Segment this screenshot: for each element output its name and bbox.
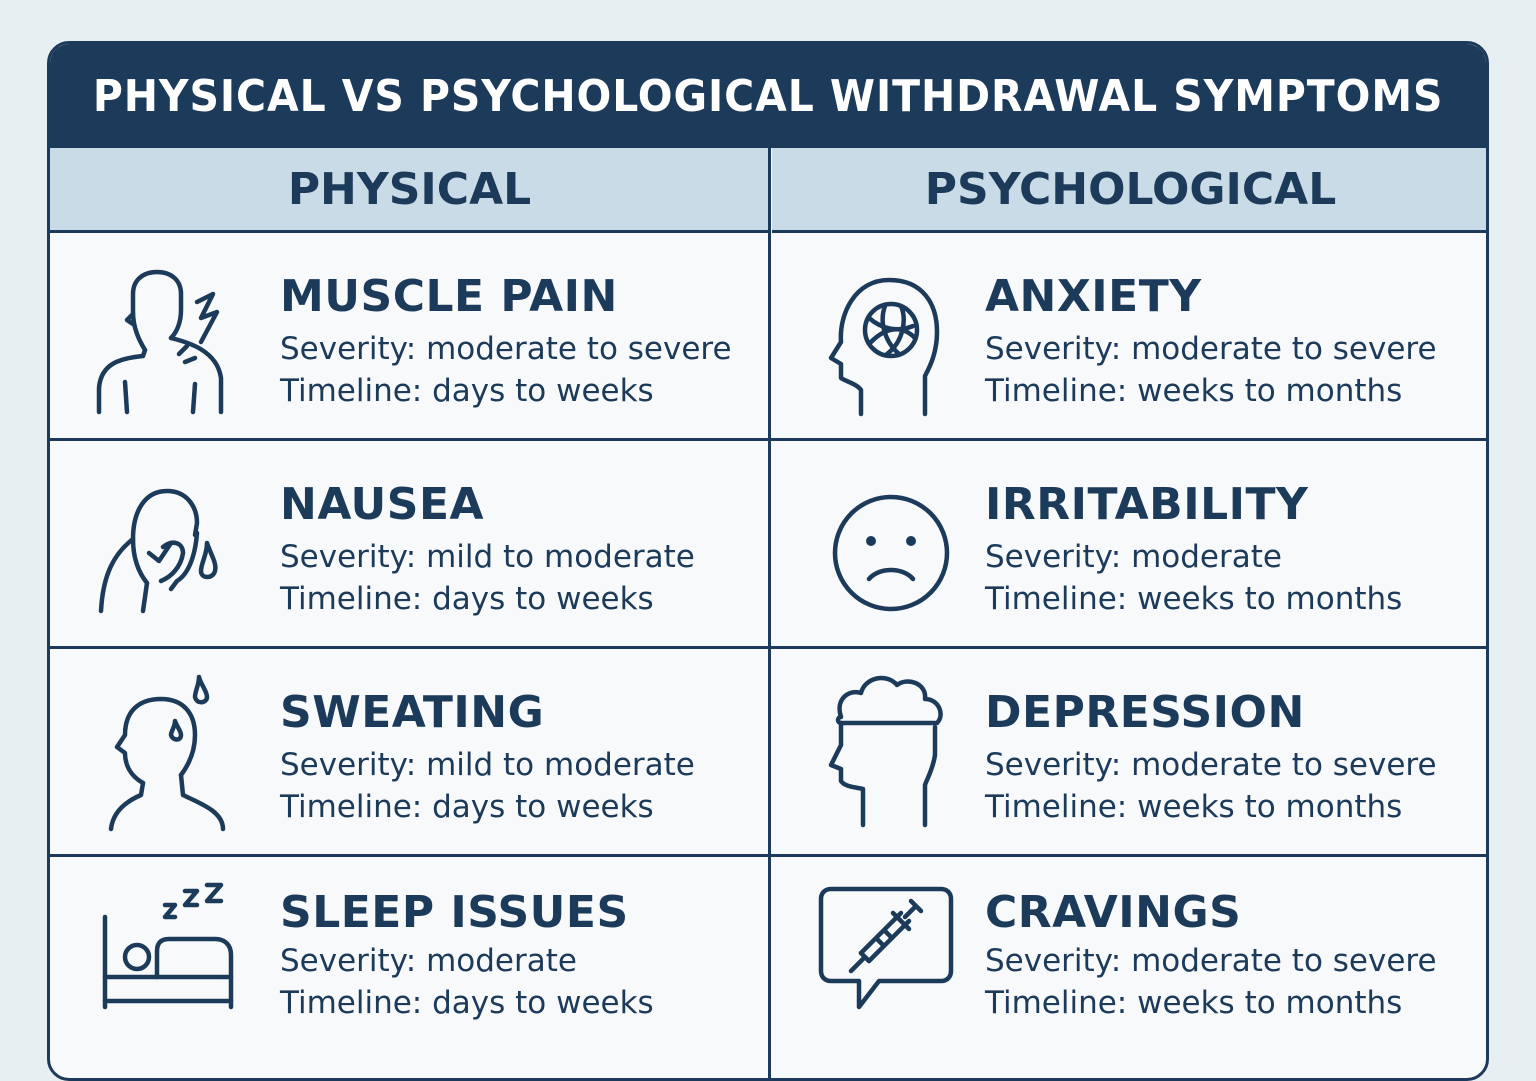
symptom-severity: Severity: moderate to severe bbox=[985, 943, 1437, 979]
symptom-severity: Severity: moderate bbox=[985, 539, 1282, 575]
muscle-pain-icon bbox=[87, 258, 237, 418]
symptom-timeline: Timeline: days to weeks bbox=[280, 373, 654, 409]
symptom-cell-sleep-issues bbox=[50, 857, 768, 1061]
symptom-severity: Severity: moderate bbox=[280, 943, 577, 979]
nausea-icon bbox=[87, 463, 237, 623]
symptom-name: DEPRESSION bbox=[985, 687, 1305, 738]
symptom-severity: Severity: moderate to severe bbox=[985, 331, 1437, 367]
symptom-cell-sweating bbox=[50, 649, 768, 853]
symptom-timeline: Timeline: weeks to months bbox=[985, 789, 1403, 825]
symptom-cell-muscle-pain bbox=[50, 233, 768, 437]
symptom-cell-depression bbox=[771, 649, 1489, 853]
title-bar bbox=[50, 44, 1486, 148]
symptom-timeline: Timeline: days to weeks bbox=[280, 581, 654, 617]
symptom-name: ANXIETY bbox=[985, 271, 1202, 322]
symptom-severity: Severity: mild to moderate bbox=[280, 539, 695, 575]
frown-face-icon bbox=[807, 463, 957, 623]
symptom-timeline: Timeline: weeks to months bbox=[985, 985, 1403, 1021]
column-header-physical bbox=[50, 148, 769, 233]
symptom-cell-cravings bbox=[771, 857, 1489, 1061]
sleep-icon bbox=[87, 877, 237, 1037]
column-header-physical-label: PHYSICAL bbox=[287, 163, 532, 215]
cloud-head-icon bbox=[807, 669, 957, 829]
symptom-cell-nausea bbox=[50, 441, 768, 645]
symptom-name: SLEEP ISSUES bbox=[280, 887, 629, 938]
symptom-timeline: Timeline: days to weeks bbox=[280, 789, 654, 825]
symptom-severity: Severity: mild to moderate bbox=[280, 747, 695, 783]
syringe-bubble-icon bbox=[807, 877, 957, 1037]
anxiety-head-icon bbox=[807, 258, 957, 418]
symptom-severity: Severity: moderate to severe bbox=[985, 747, 1437, 783]
symptom-timeline: Timeline: days to weeks bbox=[280, 985, 654, 1021]
symptom-name: IRRITABILITY bbox=[985, 479, 1309, 530]
symptom-cell-anxiety bbox=[771, 233, 1489, 437]
symptom-timeline: Timeline: weeks to months bbox=[985, 373, 1403, 409]
page-title: PHYSICAL VS PSYCHOLOGICAL WITHDRAWAL SYMPTOMS bbox=[92, 70, 1444, 122]
sweating-icon bbox=[87, 671, 237, 831]
withdrawal-symptoms-table bbox=[47, 41, 1489, 1081]
symptom-severity: Severity: moderate to severe bbox=[280, 331, 732, 367]
symptom-cell-irritability bbox=[771, 441, 1489, 645]
symptom-timeline: Timeline: weeks to months bbox=[985, 581, 1403, 617]
column-header-psychological bbox=[772, 148, 1489, 233]
symptom-name: NAUSEA bbox=[280, 479, 485, 530]
symptom-name: CRAVINGS bbox=[985, 887, 1242, 938]
column-header-psychological-label: PSYCHOLOGICAL bbox=[924, 163, 1337, 215]
symptom-name: SWEATING bbox=[280, 687, 545, 738]
symptom-name: MUSCLE PAIN bbox=[280, 271, 618, 322]
